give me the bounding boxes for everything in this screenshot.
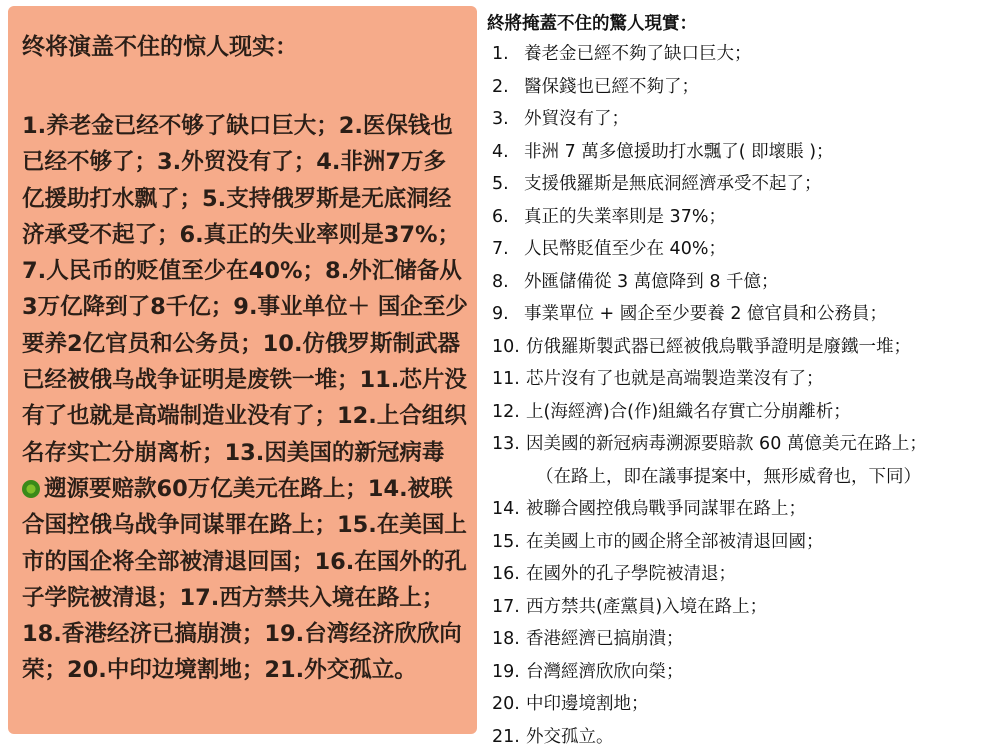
list-item [492, 136, 996, 169]
list-item [492, 71, 996, 104]
list-item [492, 493, 996, 526]
item-number: 10. [492, 331, 526, 364]
item-text: 支援俄羅斯是無底洞經濟承受不起了； [524, 174, 822, 194]
item-text: 因美國的新冠病毒溯源要賠款 60 萬億美元在路上； [526, 434, 927, 454]
list-item [492, 201, 996, 234]
list-item [492, 428, 996, 461]
list-item [492, 721, 996, 753]
item-number: 4. [492, 136, 524, 169]
item-text: 養老金已經不夠了缺口巨大； [524, 44, 752, 64]
simplified-line: 18.香港经济已搞崩溃；19.台湾经济欣欣向 [22, 616, 468, 652]
list-item [492, 38, 996, 71]
item-number: 2. [492, 71, 524, 104]
simplified-text-panel [8, 6, 477, 734]
item-number: 11. [492, 363, 526, 396]
item-text: 芯片沒有了也就是高端製造業沒有了； [526, 369, 824, 389]
simplified-line: 已经被俄乌战争证明是废铁一堆；11.芯片没 [22, 362, 468, 398]
item-number: 14. [492, 493, 526, 526]
list-item [492, 623, 996, 656]
item-number: 9. [492, 298, 524, 331]
simplified-line-with-icon [22, 471, 468, 507]
list-item [492, 168, 996, 201]
list-item [492, 298, 996, 331]
item-number: 7. [492, 233, 524, 266]
simplified-line: 1.养老金已经不够了缺口巨大；2.医保钱也 [22, 108, 468, 144]
list-item [492, 688, 996, 721]
simplified-line: 子学院被清退；17.西方禁共入境在路上； [22, 580, 468, 616]
simplified-line: 要养2亿官员和公务员；10.仿俄罗斯制武器 [22, 326, 468, 362]
item-text: 在美國上市的國企將全部被清退回國； [526, 532, 824, 552]
simplified-line: 有了也就是高端制造业没有了；12.上合组织 [22, 398, 468, 434]
item-text: 人民幣貶值至少在 40%； [524, 239, 726, 259]
coronavirus-icon [22, 480, 40, 498]
list-item [492, 103, 996, 136]
simplified-line: 7.人民币的贬值至少在40%；8.外汇储备从 [22, 253, 468, 289]
simplified-line: 亿援助打水飘了；5.支持俄罗斯是无底洞经 [22, 181, 468, 217]
simplified-line: 济承受不起了；6.真正的失业率则是37%； [22, 217, 468, 253]
list-item [492, 591, 996, 624]
simplified-line: 合国控俄乌战争同谋罪在路上；15.在美国上 [22, 507, 468, 543]
list-item [492, 396, 996, 429]
list-item [492, 656, 996, 689]
simplified-body [22, 108, 468, 689]
list-item-note: （在路上，即在議事提案中，無形威脅也，下同） [492, 461, 996, 494]
item-text: 台灣經濟欣欣向榮； [526, 662, 684, 682]
list-item [492, 363, 996, 396]
item-text: 外交孤立。 [526, 727, 614, 747]
item-text: 仿俄羅斯製武器已經被俄烏戰爭證明是廢鐵一堆； [526, 337, 911, 357]
list-item [492, 331, 996, 364]
item-number: 3. [492, 103, 524, 136]
traditional-list [492, 38, 996, 753]
item-text: 真正的失業率則是 37%； [524, 207, 726, 227]
item-text: 事業單位 + 國企至少要養 2 億官員和公務員； [524, 304, 887, 324]
item-number: 19. [492, 656, 526, 689]
item-number: 18. [492, 623, 526, 656]
traditional-title: 終將掩蓋不住的驚人現實： [487, 10, 697, 35]
simplified-line: 已经不够了；3.外贸没有了；4.非洲7万多 [22, 144, 468, 180]
item-number: 20. [492, 688, 526, 721]
list-item [492, 526, 996, 559]
item-text: 被聯合國控俄烏戰爭同謀罪在路上； [526, 499, 806, 519]
list-item [492, 266, 996, 299]
item-number: 21. [492, 721, 526, 753]
list-item [492, 233, 996, 266]
item-text: 香港經濟已搞崩潰； [526, 629, 684, 649]
list-item [492, 558, 996, 591]
item-number: 1. [492, 38, 524, 71]
item-text: 醫保錢也已經不夠了； [524, 77, 699, 97]
item-text: 非洲 7 萬多億援助打水飄了( 即壞賬 )； [524, 142, 834, 162]
item-number: 12. [492, 396, 526, 429]
item-text: 外貿沒有了； [524, 109, 629, 129]
simplified-line: 3万亿降到了8千亿；9.事业单位＋ 国企至少 [22, 289, 468, 325]
item-text: 上(海經濟)合(作)組織名存實亡分崩離析； [526, 402, 851, 422]
item-number: 15. [492, 526, 526, 559]
item-number: 16. [492, 558, 526, 591]
simplified-line: 荣；20.中印边境割地；21.外交孤立。 [22, 652, 468, 688]
item-text: 在國外的孔子學院被清退； [526, 564, 736, 584]
simplified-line: 名存实亡分崩离析；13.因美国的新冠病毒 [22, 435, 468, 471]
item-text: 中印邊境割地； [526, 694, 649, 714]
simplified-line: 市的国企将全部被清退回国；16.在国外的孔 [22, 544, 468, 580]
item-text: 西方禁共(產黨員)入境在路上； [526, 597, 767, 617]
item-number: 13. [492, 428, 526, 461]
item-number: 17. [492, 591, 526, 624]
item-number: 8. [492, 266, 524, 299]
simplified-title: 终将演盖不住的惊人现实： [22, 28, 298, 61]
item-text: 外匯儲備從 3 萬億降到 8 千億； [524, 272, 779, 292]
simplified-line-text: 遡源要赔款60万亿美元在路上；14.被联 [44, 476, 453, 502]
item-number: 6. [492, 201, 524, 234]
item-number: 5. [492, 168, 524, 201]
